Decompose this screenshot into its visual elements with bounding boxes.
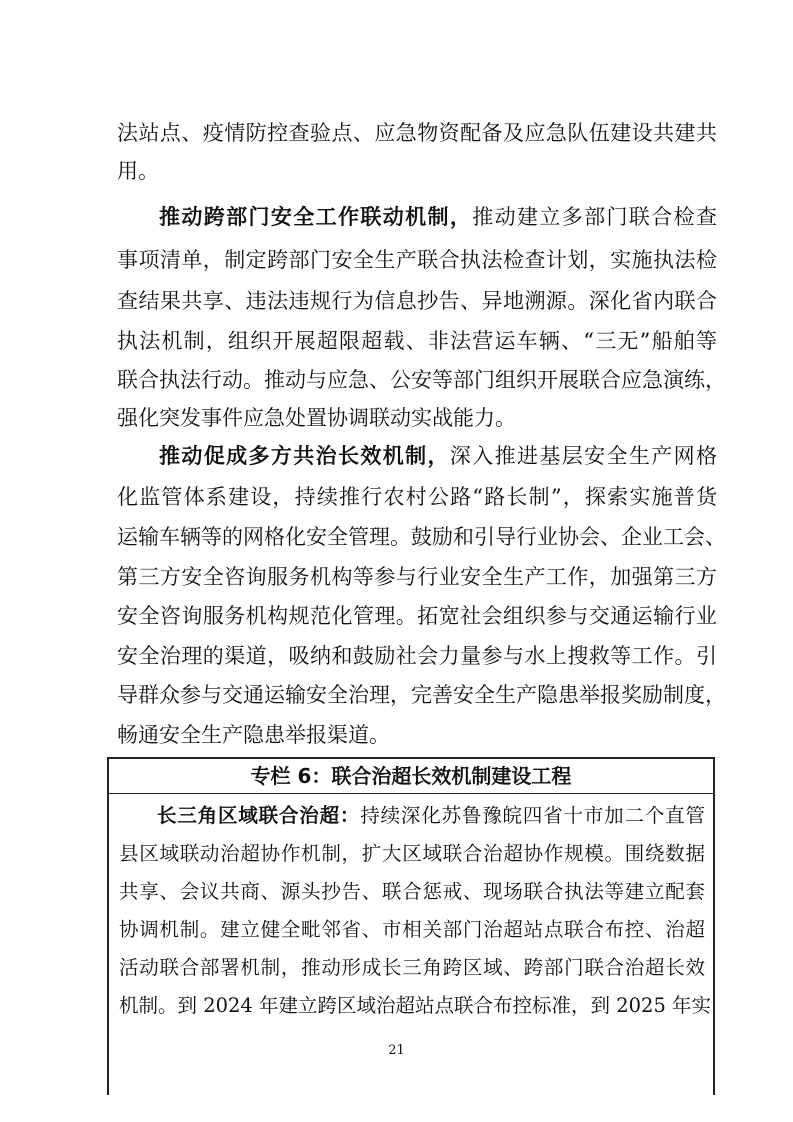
body-line: 化监管体系建设，持续推行农村公路“路长制”，探索实施普货 bbox=[117, 485, 717, 509]
box-text: 持续深化苏鲁豫皖四省十市加二个直管 bbox=[360, 804, 705, 827]
box-line: 协调机制。建立健全毗邻省、市相关部门治超站点联合布控、治超 bbox=[119, 918, 705, 941]
body-line: 查结果共享、违法违规行为信息抄告、异地溯源。深化省内联合 bbox=[117, 289, 717, 313]
column-box-title-row bbox=[109, 759, 713, 794]
paragraph-heading: 推动跨部门安全工作联动机制， bbox=[159, 205, 473, 229]
body-line: 执法机制，组织开展超限超载、非法营运车辆、“三无”船舶等 bbox=[117, 329, 717, 353]
paragraph-first-line bbox=[159, 441, 717, 471]
box-line: 机制。到 2024 年建立跨区域治超站点联合布控标准，到 2025 年实 bbox=[119, 994, 712, 1017]
box-heading: 长三角区域联合治超： bbox=[157, 804, 361, 827]
column-box-title: 专栏 6：联合治超长效机制建设工程 bbox=[250, 764, 572, 788]
box-line: 共享、会议共商、源头抄告、联合惩戒、现场联合执法等建立配套 bbox=[119, 880, 705, 903]
body-line: 法站点、疫情防控查验点、应急物资配备及应急队伍建设共建共 bbox=[117, 121, 717, 145]
box-first-line bbox=[157, 802, 705, 830]
body-line: 联合执法行动。推动与应急、公安等部门组织开展联合应急演练， bbox=[117, 368, 726, 392]
body-line: 畅通安全生产隐患举报渠道。 bbox=[117, 723, 390, 747]
body-line: 导群众参与交通运输安全治理，完善安全生产隐患举报奖励制度， bbox=[117, 683, 726, 707]
body-line: 运输车辆等的网格化安全管理。鼓励和引导行业协会、企业工会、 bbox=[117, 525, 726, 549]
body-line: 强化突发事件应急处置协调联动实战能力。 bbox=[117, 406, 516, 430]
paragraph-heading: 推动促成多方共治长效机制， bbox=[159, 444, 450, 468]
body-line: 第三方安全咨询服务机构等参与行业安全生产工作，加强第三方 bbox=[117, 565, 717, 589]
paragraph-text: 深入推进基层安全生产网格 bbox=[449, 444, 717, 468]
body-line: 用。 bbox=[117, 159, 159, 183]
body-line: 安全咨询服务机构规范化管理。拓宽社会组织参与交通运输行业 bbox=[117, 604, 717, 628]
page-number: 21 bbox=[388, 1043, 405, 1058]
body-line: 事项清单，制定跨部门安全生产联合执法检查计划，实施执法检 bbox=[117, 248, 717, 272]
paragraph-first-line bbox=[159, 202, 717, 232]
body-line: 安全治理的渠道，吸纳和鼓励社会力量参与水上搜救等工作。引 bbox=[117, 644, 717, 668]
paragraph-text: 推动建立多部门联合检查 bbox=[472, 205, 717, 229]
box-line: 县区域联动治超协作机制，扩大区域联合治超协作规模。围绕数据 bbox=[119, 842, 705, 865]
box-line: 活动联合部署机制，推动形成长三角跨区域、跨部门联合治超长效 bbox=[119, 956, 705, 979]
